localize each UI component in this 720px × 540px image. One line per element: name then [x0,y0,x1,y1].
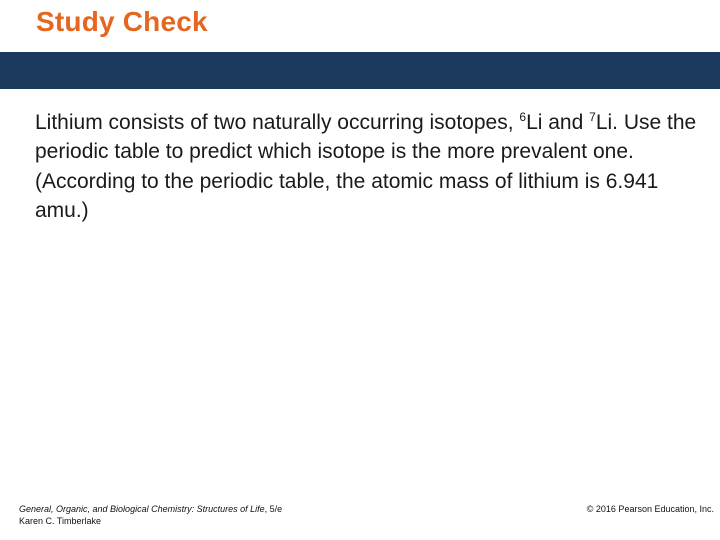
isotope2-mass-number: 7 [589,110,596,124]
footer-copyright: © 2016 Pearson Education, Inc. [586,504,714,514]
isotope1-mass-number: 6 [519,110,527,124]
footer-author: Karen C. Timberlake [19,516,102,526]
question-part2: Li. Use the periodic table to predict which isotope is the more prevalent one. (According to the periodic table, the atomic mass of lithium is 6.941 amu.) [35,111,697,222]
footer-citation [19,503,282,527]
footer-edition: , 5/e [264,504,283,514]
question-text [35,108,705,225]
isotope1-symbol: Li and [526,111,584,134]
question-part1: Lithium consists of two naturally occurring isotopes, [35,111,520,134]
title-bar [0,52,720,89]
footer-book-title: General, Organic, and Biological Chemistry: Structures of Life [19,504,265,514]
slide-title: Study Check [36,6,208,37]
